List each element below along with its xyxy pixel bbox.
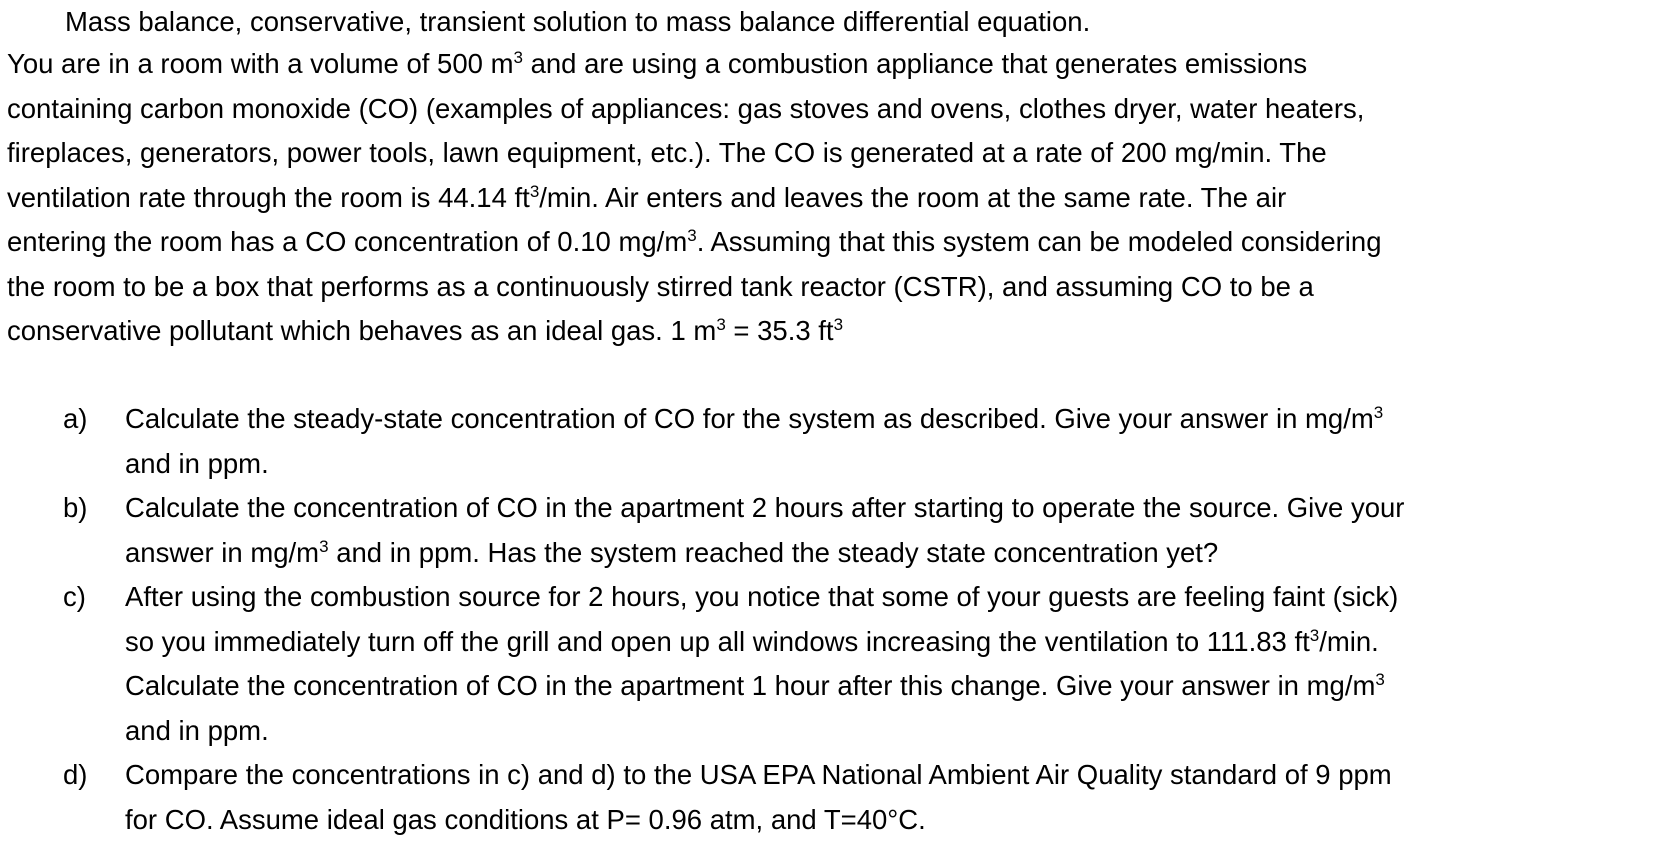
document [7, 2, 1665, 835]
question-list [7, 397, 1665, 842]
question-letter: a) [63, 403, 88, 434]
question-text: so you immediately turn off the grill and open up all windows increasing the ventilation to 111.83 $ft^3/\min$. [125, 625, 1379, 657]
statement-line: the room to be a box that performs as a continuously stirred tank reactor (CSTR), and assuming CO to be a [7, 270, 1314, 302]
question-text: answer in $mg/m^3$ and in ppm. Has the system reached the steady state concentration yet? [125, 536, 1219, 568]
question-text: Compare the concentrations in c) and d) to the USA EPA National Ambient Air Quality standard of 9 ppm [125, 759, 1392, 790]
problem-statement [7, 42, 1665, 354]
question-d [7, 753, 1665, 842]
question-a [7, 397, 1665, 486]
question-text: and in ppm. [125, 714, 269, 746]
problem-title: Mass balance, conservative, transient solution to mass balance differential equation. [65, 6, 1091, 37]
question-letter: b) [63, 492, 88, 523]
statement-line: fireplaces, generators, power tools, lawn equipment, etc.). The CO is generated at a rate of 200 mg/min. The [7, 137, 1327, 168]
question-text: Calculate the steady-state concentration of CO for the system as described. Give your answer in $mg/m^3$ [125, 402, 1384, 434]
question-text: and in ppm. [125, 447, 269, 479]
question-letter: d) [63, 759, 88, 790]
statement-line: entering the room has a CO concentration of 0.10 $mg/m^3$. Assuming that this system can be modeled considering [7, 225, 1382, 257]
statement-text: You are in a room with a volume of 500 $m^3$ and are using a combustion appliance that generates emissions [7, 47, 1308, 79]
question-letter: c) [63, 581, 86, 612]
question-text: After using the combustion source for 2 hours, you notice that some of your guests are feeling faint (sick) [125, 581, 1399, 612]
statement-line: conservative pollutant which behaves as an ideal gas. 1 $m^3 = 35.3$ $ft^3$ [7, 314, 844, 346]
question-text: for CO. Assume ideal gas conditions at P= 0.96 atm, and T=40°C. [125, 803, 926, 835]
statement-line: ventilation rate through the room is 44.14 $ft^3/\min$. Air enters and leaves the room at the same rate. The air [7, 181, 1287, 213]
question-text: Calculate the concentration of CO in the apartment 2 hours after starting to operate the source. Give your [125, 492, 1405, 523]
question-text: Calculate the concentration of CO in the apartment 1 hour after this change. Give your answer in $mg/m^3$ [125, 669, 1385, 701]
question-c [7, 575, 1665, 753]
question-b [7, 486, 1665, 575]
statement-line [7, 42, 1665, 87]
statement-line: containing carbon monoxide (CO) (examples of appliances: gas stoves and ovens, clothes dryer, water heaters, [7, 92, 1365, 124]
